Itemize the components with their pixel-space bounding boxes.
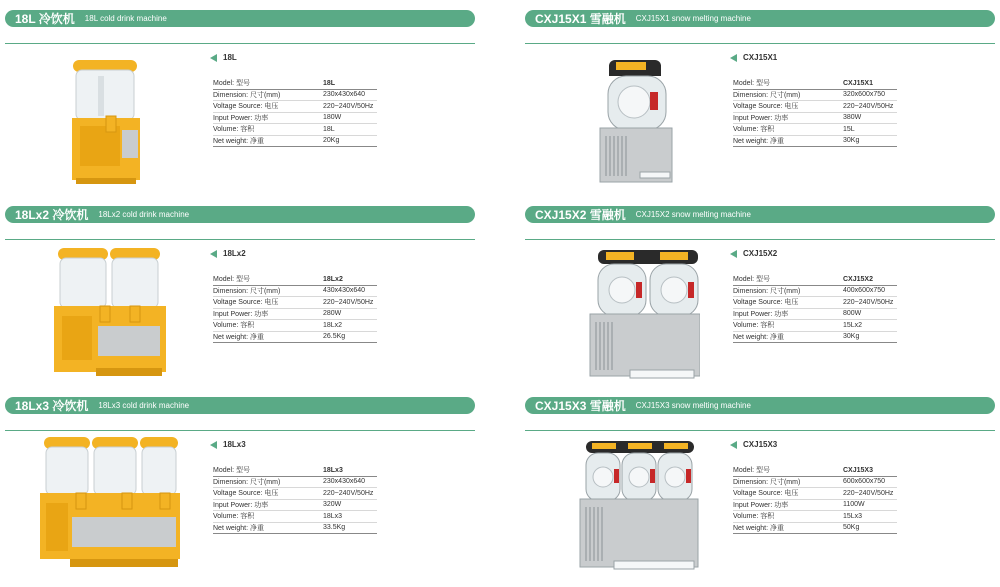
spec-row [213, 101, 377, 113]
spec-label: Dimension: 尺寸(mm) [213, 91, 281, 99]
spec-label: Input Power: 功率 [213, 501, 269, 509]
spec-row [733, 332, 897, 344]
spec-label: Input Power: 功率 [213, 310, 269, 318]
spec-value: 50Kg [843, 524, 860, 532]
spec-row [213, 286, 377, 298]
spec-value: CXJ15X3 [843, 466, 873, 474]
section-title-en: 18Lx2 cold drink machine [98, 210, 190, 219]
spec-label: Voltage Source: 电压 [213, 490, 279, 498]
spec-table [213, 465, 377, 534]
spec-value: 220~240V/50Hz [843, 489, 894, 497]
spec-row [213, 297, 377, 309]
spec-value: 220~240V/50Hz [843, 102, 894, 110]
triangle-marker-icon [210, 250, 217, 258]
spec-label: Voltage Source: 电压 [733, 299, 799, 307]
section-cxj15x2 [525, 206, 995, 396]
spec-row [213, 78, 377, 90]
section-title-en: CXJ15X3 snow melting machine [635, 401, 751, 410]
triangle-marker-icon [730, 250, 737, 258]
spec-table [733, 274, 897, 343]
divider [525, 239, 995, 240]
spec-label: Volume: 容积 [733, 126, 775, 134]
spec-label: Volume: 容积 [733, 322, 775, 330]
section-18l [5, 10, 475, 200]
spec-value: 18L [323, 79, 336, 87]
spec-value: 230x430x640 [323, 478, 366, 486]
spec-row [213, 274, 377, 286]
spec-label: Net weight: 净重 [733, 333, 784, 341]
spec-label: Voltage Source: 电压 [213, 299, 279, 307]
spec-value: 280W [323, 310, 342, 318]
spec-row [733, 124, 897, 136]
model-tag [730, 53, 777, 62]
spec-value: 1100W [843, 501, 865, 509]
spec-value: 180W [323, 114, 342, 122]
section-header [5, 206, 475, 223]
cold-drink-machine-2-image [10, 246, 180, 386]
spec-row [213, 320, 377, 332]
spec-row [213, 488, 377, 500]
spec-value: 430x430x640 [323, 287, 366, 295]
spec-label: Net weight: 净重 [213, 137, 264, 145]
section-title-en: CXJ15X2 snow melting machine [635, 210, 751, 219]
divider [5, 43, 475, 44]
divider [5, 239, 475, 240]
spec-row [733, 113, 897, 125]
spec-table [213, 274, 377, 343]
section-title-zh: 18Lx2 冷饮机 [15, 208, 89, 222]
spec-table [733, 465, 897, 534]
spec-table [213, 78, 377, 147]
spec-label: Input Power: 功率 [213, 114, 269, 122]
spec-value: 220~240V/50Hz [323, 489, 374, 497]
spec-row [213, 136, 377, 148]
spec-value: 33.5Kg [323, 524, 346, 532]
spec-value: 30Kg [843, 137, 860, 145]
spec-label: Volume: 容积 [213, 322, 255, 330]
section-title-zh: CXJ15X3 雪融机 [535, 399, 626, 413]
spec-label: Net weight: 净重 [733, 524, 784, 532]
spec-value: 400x600x750 [843, 287, 886, 295]
section-cxj15x1 [525, 10, 995, 200]
spec-table [733, 78, 897, 147]
spec-row [213, 309, 377, 321]
model-tag-label: 18L [223, 53, 237, 62]
model-tag [210, 440, 246, 449]
spec-row [213, 500, 377, 512]
spec-label: Model: 型号 [733, 276, 770, 284]
spec-value: 600x600x750 [843, 478, 886, 486]
spec-row [213, 477, 377, 489]
section-title-en: 18L cold drink machine [84, 14, 167, 23]
snow-melting-machine-1-image [530, 50, 700, 190]
spec-label: Dimension: 尺寸(mm) [733, 91, 801, 99]
spec-value: CXJ15X1 [843, 79, 873, 87]
spec-row [733, 523, 897, 535]
spec-label: Input Power: 功率 [733, 114, 789, 122]
spec-row [733, 477, 897, 489]
spec-label: Input Power: 功率 [733, 310, 789, 318]
spec-value: 18Lx3 [323, 512, 343, 520]
model-tag [210, 249, 246, 258]
spec-value: 800W [843, 310, 862, 318]
spec-label: Volume: 容积 [213, 513, 255, 521]
spec-row [213, 124, 377, 136]
model-tag-label: 18Lx3 [223, 440, 246, 449]
section-title-zh: 18Lx3 冷饮机 [15, 399, 89, 413]
spec-value: 18Lx2 [323, 275, 343, 283]
spec-row [213, 90, 377, 102]
triangle-marker-icon [210, 54, 217, 62]
section-18lx3 [5, 397, 475, 587]
spec-row [733, 78, 897, 90]
spec-label: Volume: 容积 [213, 126, 255, 134]
spec-value: 15L [843, 125, 855, 133]
spec-label: Dimension: 尺寸(mm) [213, 478, 281, 486]
section-header [525, 10, 995, 27]
spec-label: Model: 型号 [213, 80, 250, 88]
spec-label: Model: 型号 [213, 276, 250, 284]
spec-value: 220~240V/50Hz [323, 298, 374, 306]
spec-label: Model: 型号 [213, 467, 250, 475]
spec-label: Model: 型号 [733, 467, 770, 475]
section-header [525, 397, 995, 414]
section-title-zh: CXJ15X1 雪融机 [535, 12, 626, 26]
spec-label: Net weight: 净重 [213, 333, 264, 341]
spec-label: Net weight: 净重 [213, 524, 264, 532]
spec-value: 220~240V/50Hz [323, 102, 374, 110]
model-tag [730, 440, 777, 449]
model-tag-label: CXJ15X3 [743, 440, 778, 449]
model-tag-label: CXJ15X2 [743, 249, 778, 258]
section-header [5, 10, 475, 27]
section-title-zh: CXJ15X2 雪融机 [535, 208, 626, 222]
spec-row [213, 332, 377, 344]
spec-value: 380W [843, 114, 862, 122]
cold-drink-machine-3-image [10, 437, 180, 577]
spec-row [733, 511, 897, 523]
spec-label: Input Power: 功率 [733, 501, 789, 509]
spec-value: 18Lx2 [323, 321, 343, 329]
spec-value: 18L [323, 125, 335, 133]
divider [525, 430, 995, 431]
spec-row [733, 101, 897, 113]
spec-label: Voltage Source: 电压 [213, 103, 279, 111]
spec-label: Dimension: 尺寸(mm) [733, 478, 801, 486]
spec-row [733, 286, 897, 298]
spec-value: 18Lx3 [323, 466, 343, 474]
spec-value: 230x430x640 [323, 91, 366, 99]
spec-row [733, 309, 897, 321]
section-cxj15x3 [525, 397, 995, 587]
spec-value: 220~240V/50Hz [843, 298, 894, 306]
spec-row [213, 523, 377, 535]
spec-row [733, 274, 897, 286]
section-18lx2 [5, 206, 475, 396]
model-tag [730, 249, 777, 258]
spec-label: Voltage Source: 电压 [733, 103, 799, 111]
spec-label: Volume: 容积 [733, 513, 775, 521]
spec-row [213, 511, 377, 523]
spec-row [733, 488, 897, 500]
spec-value: 320x600x750 [843, 91, 886, 99]
model-tag [210, 53, 237, 62]
spec-value: CXJ15X2 [843, 275, 873, 283]
triangle-marker-icon [730, 54, 737, 62]
spec-label: Dimension: 尺寸(mm) [733, 287, 801, 295]
divider [5, 430, 475, 431]
section-title-en: 18Lx3 cold drink machine [98, 401, 190, 410]
spec-value: 20Kg [323, 137, 340, 145]
spec-label: Voltage Source: 电压 [733, 490, 799, 498]
spec-row [733, 297, 897, 309]
spec-row [733, 320, 897, 332]
spec-label: Model: 型号 [733, 80, 770, 88]
snow-melting-machine-3-image [530, 437, 700, 577]
spec-row [733, 465, 897, 477]
divider [525, 43, 995, 44]
spec-value: 15Lx2 [843, 321, 863, 329]
spec-value: 30Kg [843, 333, 860, 341]
spec-row [733, 500, 897, 512]
section-title-zh: 18L 冷饮机 [15, 12, 75, 26]
section-title-en: CXJ15X1 snow melting machine [635, 14, 751, 23]
triangle-marker-icon [210, 441, 217, 449]
spec-row [733, 136, 897, 148]
snow-melting-machine-2-image [530, 246, 700, 386]
cold-drink-machine-1-image [10, 50, 180, 190]
spec-row [213, 113, 377, 125]
spec-row [733, 90, 897, 102]
triangle-marker-icon [730, 441, 737, 449]
spec-label: Net weight: 净重 [733, 137, 784, 145]
spec-value: 320W [323, 501, 342, 509]
spec-label: Dimension: 尺寸(mm) [213, 287, 281, 295]
model-tag-label: 18Lx2 [223, 249, 246, 258]
spec-value: 15Lx3 [843, 512, 863, 520]
section-header [5, 397, 475, 414]
spec-value: 26.5Kg [323, 333, 346, 341]
section-header [525, 206, 995, 223]
model-tag-label: CXJ15X1 [743, 53, 778, 62]
spec-row [213, 465, 377, 477]
